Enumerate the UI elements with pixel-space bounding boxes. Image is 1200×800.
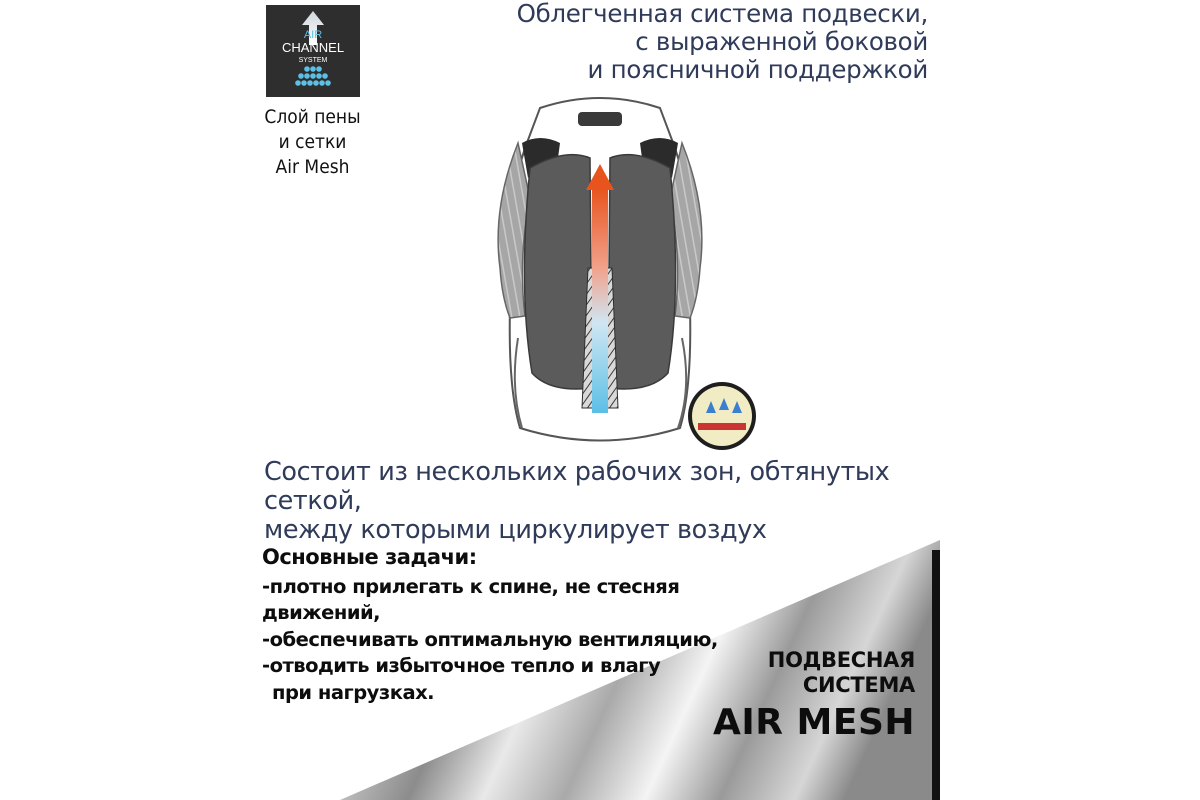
description xyxy=(264,458,984,545)
product-name xyxy=(690,648,915,744)
task-item: -плотно прилегать к спине, не стесняя движений, xyxy=(262,574,680,624)
air-channel-system-logo xyxy=(266,5,360,97)
headline-line: с выраженной боковой xyxy=(635,27,928,56)
svg-text:AIR: AIR xyxy=(303,29,323,41)
logo-caption xyxy=(240,105,385,180)
svg-text:CHANNEL: CHANNEL xyxy=(281,40,345,55)
headline-line: Облегченная система подвески, xyxy=(516,0,928,28)
tasks-title: Основные задачи: xyxy=(262,545,477,569)
logo-caption-line: Air Mesh xyxy=(275,156,350,178)
product-name-title: AIR MESH xyxy=(713,702,915,743)
logo-caption-line: и сетки xyxy=(278,131,347,153)
svg-text:SYSTEM: SYSTEM xyxy=(298,57,328,64)
headline xyxy=(490,0,928,84)
logo-caption-line: Слой пены xyxy=(264,106,361,128)
task-item: -обеспечивать оптимальную вентиляцию, xyxy=(262,627,718,651)
description-line: Состоит из нескольких рабочих зон, обтянутых сеткой, xyxy=(264,457,890,516)
task-item: при нагрузках. xyxy=(272,680,435,704)
product-name-line: ПОДВЕСНАЯ xyxy=(767,648,915,672)
headline-line: и поясничной поддержкой xyxy=(587,55,928,84)
task-item: -отводить избыточное тепло и влагу xyxy=(262,654,661,677)
product-name-line: СИСТЕМА xyxy=(802,673,915,697)
backpack-back-illustration xyxy=(430,88,770,458)
description-line: между которыми циркулирует воздух xyxy=(264,515,767,545)
